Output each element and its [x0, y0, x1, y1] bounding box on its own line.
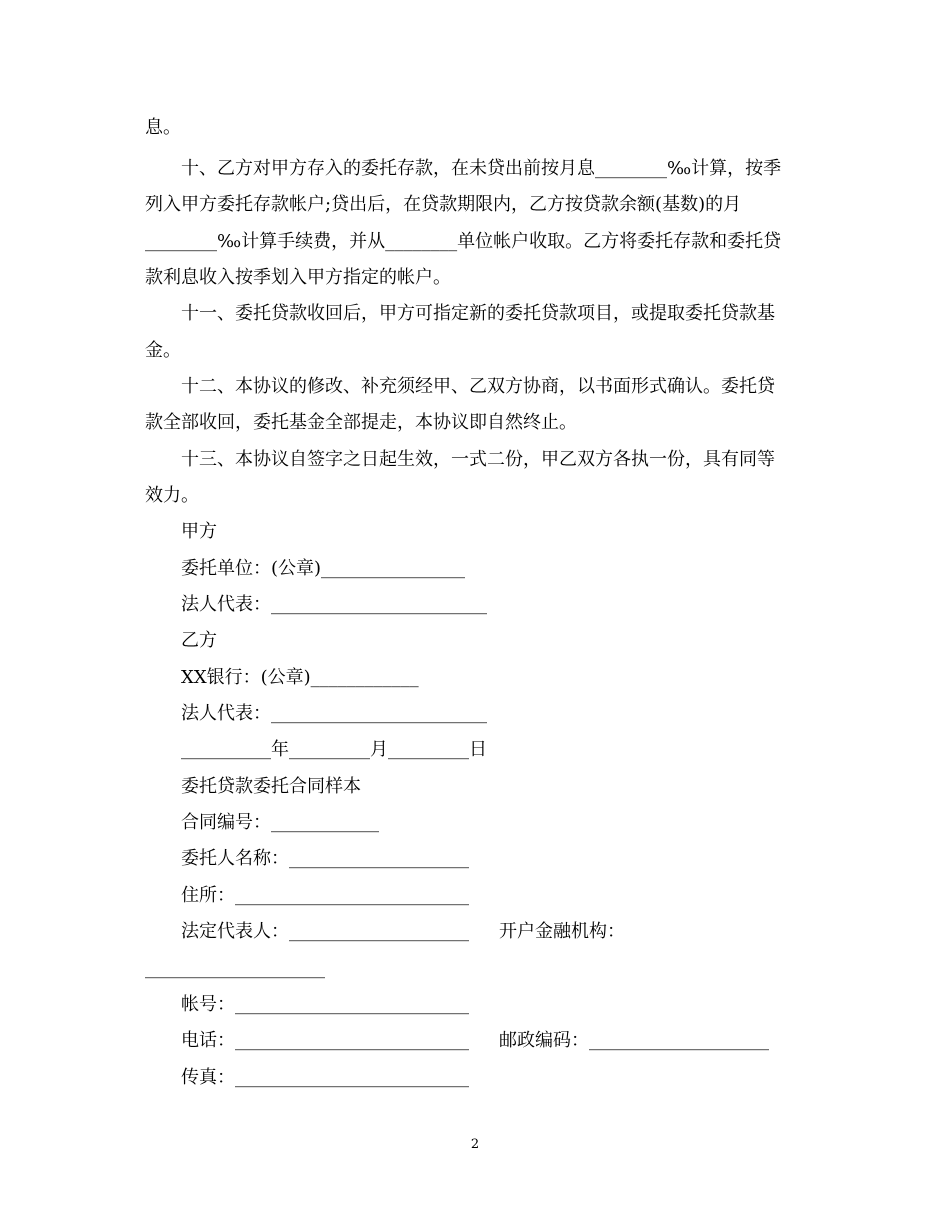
party-a-unit-field: 委托单位：(公章)________________: [181, 558, 466, 579]
account-field: 帐号：__________________________: [181, 994, 469, 1015]
bank-institution-blank: ____________________: [145, 958, 325, 979]
principal-name-field: 委托人名称：____________________: [181, 848, 469, 869]
phone-field: 电话：__________________________: [181, 1030, 469, 1051]
bank-institution-label: 开户金融机构：: [499, 921, 625, 942]
clause-12-line-1: 十二、本协议的修改、补充须经甲、乙双方协商，以书面形式确认。委托贷: [181, 376, 775, 397]
clause-10-line-2: 列入甲方委托存款帐户;贷出后，在贷款期限内，乙方按贷款余额(基数)的月: [145, 194, 742, 215]
party-b-rep-field: 法人代表：________________________: [181, 703, 487, 724]
party-a-rep-field: 法人代表：________________________: [181, 594, 487, 615]
sample-title: 委托贷款委托合同样本: [181, 776, 361, 797]
clause-10-line-1: 十、乙方对甲方存入的委托存款，在未贷出前按月息________‰计算，按季: [181, 158, 782, 179]
clause-12-line-2: 款全部收回，委托基金全部提走，本协议即自然终止。: [145, 412, 577, 433]
address-field: 住所：__________________________: [181, 885, 469, 906]
clause-11-line-1: 十一、委托贷款收回后，甲方可指定新的委托贷款项目，或提取委托贷款基: [181, 303, 775, 324]
contract-number-field: 合同编号：____________: [181, 812, 379, 833]
clause-13-line-1: 十三、本协议自签字之日起生效，一式二份，甲乙双方各执一份，具有同等: [181, 449, 775, 470]
text-line: 息。: [145, 117, 181, 138]
party-b-heading: 乙方: [181, 630, 217, 651]
clause-11-line-2: 金。: [145, 340, 181, 361]
clause-10-line-4: 款利息收入按季划入甲方指定的帐户。: [145, 267, 451, 288]
page-number: 2: [470, 1137, 480, 1152]
party-a-heading: 甲方: [181, 521, 217, 542]
legal-rep-field: 法定代表人：____________________: [181, 921, 469, 942]
party-b-bank-field: XX银行：(公章)____________: [181, 667, 419, 688]
fax-field: 传真：__________________________: [181, 1067, 469, 1088]
clause-10-line-3: ________‰计算手续费，并从________单位帐户收取。乙方将委托存款和委托贷: [145, 231, 782, 252]
clause-13-line-2: 效力。: [145, 485, 199, 506]
date-field: __________年_________月_________日: [181, 739, 487, 760]
postal-code-field: 邮政编码：____________________: [499, 1030, 769, 1051]
